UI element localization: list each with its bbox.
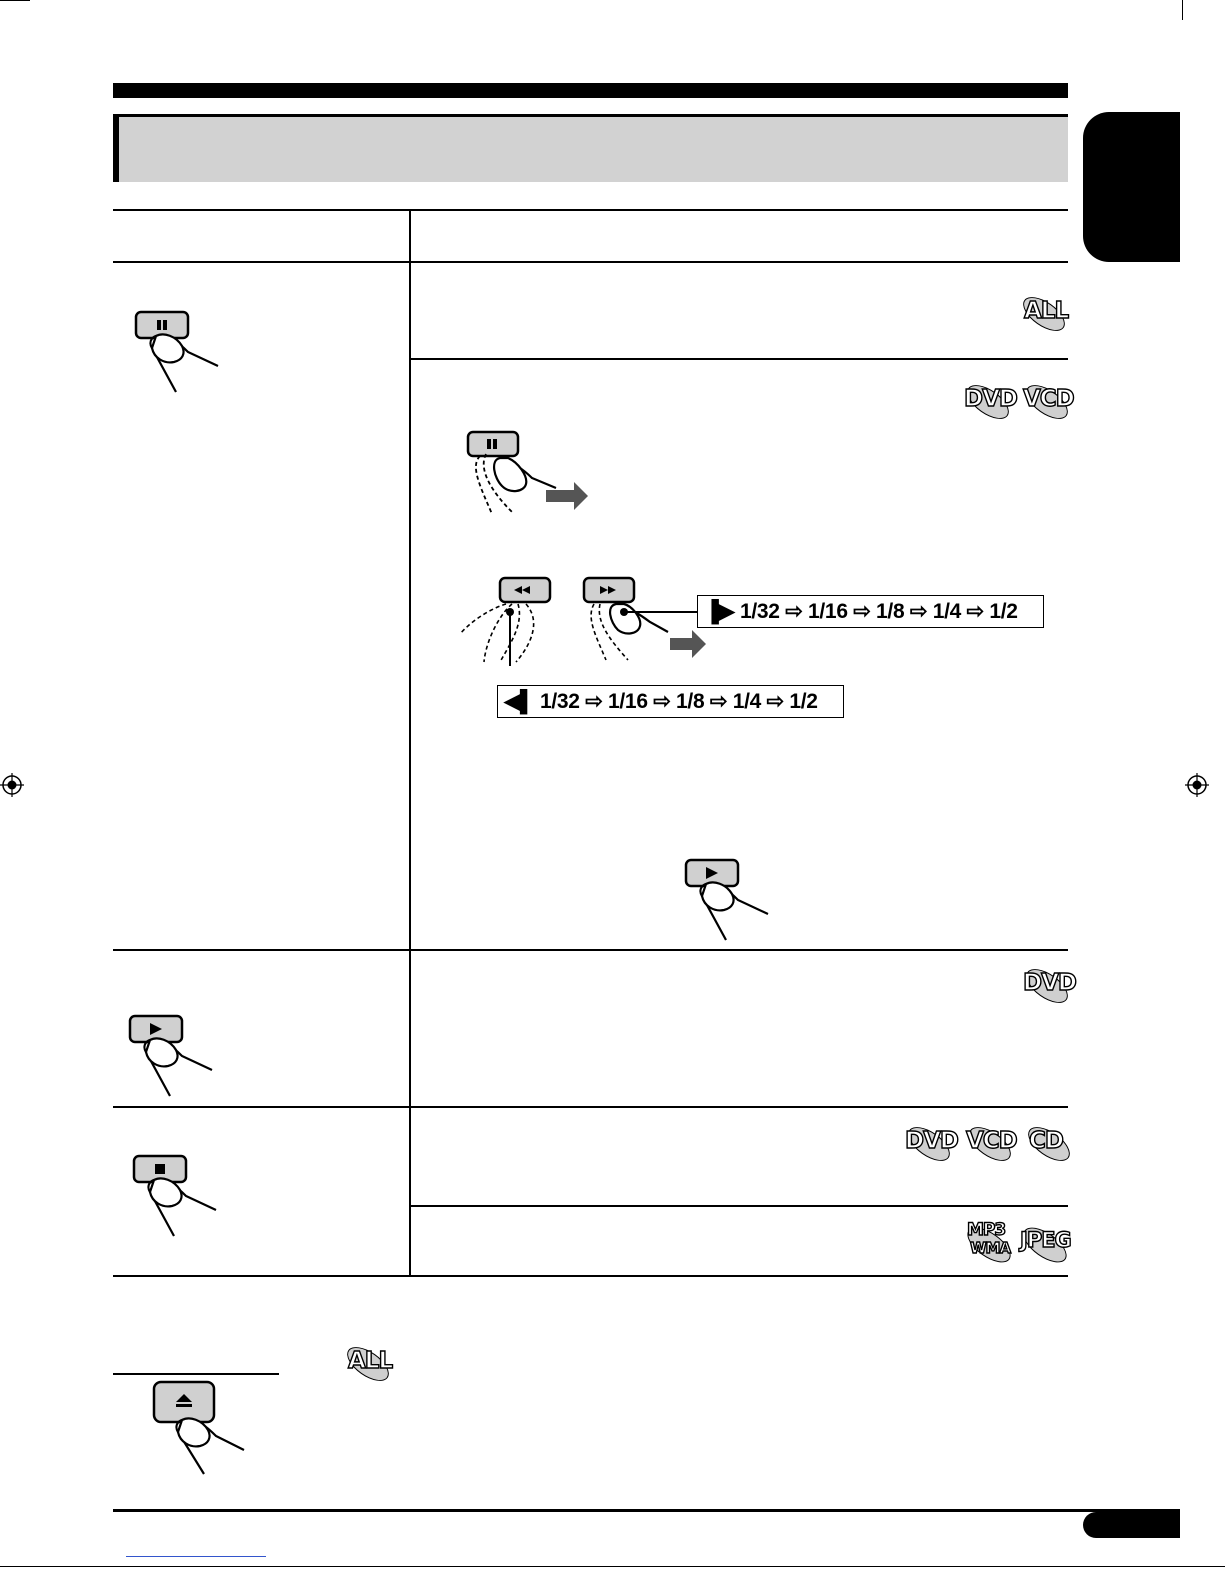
eject-button-illustration [146,1376,256,1480]
row-rule-play [113,949,1068,951]
dvd-badge: DVD [905,1118,951,1166]
cd-badge: CD [1028,1118,1068,1166]
section-title-band [113,114,1068,182]
table-top-rule [113,209,1068,211]
vcd-badge: VCD [966,1118,1014,1166]
row-rule-stop [113,1106,1068,1108]
crop-mark-top-left [0,0,30,1]
reverse-sequence-text: 1/32 ⇨ 1/16 ⇨ 1/8 ⇨ 1/4 ⇨ 1/2 [539,690,818,713]
pause-button-illustration [128,306,228,398]
pause-row-split-rule [411,358,1068,360]
step-forward-icon: ▐▶ [704,600,735,623]
forward-sequence-text: 1/32 ⇨ 1/16 ⇨ 1/8 ⇨ 1/4 ⇨ 1/2 [739,600,1018,623]
mp3-wma-badge: MP3 WMA [966,1218,1010,1268]
page-number-tab [1083,1512,1180,1538]
step-reverse-icon: ◀▌ [504,690,535,713]
eject-section-rule [113,1373,279,1375]
section-header-bar [113,83,1068,98]
rewind-button-illustration [456,574,556,666]
crop-mark-top-right [1182,0,1183,20]
dvd-badge: DVD [964,376,1010,424]
jpeg-badge: JPEG [1020,1218,1070,1268]
pause-icon [157,320,161,330]
stop-button-illustration [126,1150,226,1242]
pause-hold-illustration [460,426,600,522]
dvd-badge: DVD [1023,960,1069,1008]
language-tab [1083,112,1180,262]
fast-forward-button-illustration [580,574,710,666]
stop-icon [155,1164,165,1174]
registration-mark-right [1185,773,1209,797]
table-bottom-rule [113,1275,1068,1277]
play-button-illustration [122,1010,222,1102]
crop-mark-bottom-line [0,1566,1225,1567]
table-column-divider [409,209,411,1277]
forward-slow-motion-sequence [697,595,1044,628]
reverse-slow-motion-sequence [497,685,844,718]
all-discs-badge: ALL [1022,288,1066,336]
vcd-badge: VCD [1023,376,1071,424]
footer-link-underline [126,1556,266,1557]
table-header-rule [113,261,1068,263]
stop-row-split-rule [411,1205,1068,1207]
footer-rule [113,1509,1180,1512]
resume-play-illustration [678,854,778,946]
registration-mark-left [0,773,24,797]
all-discs-badge: ALL [346,1338,390,1386]
